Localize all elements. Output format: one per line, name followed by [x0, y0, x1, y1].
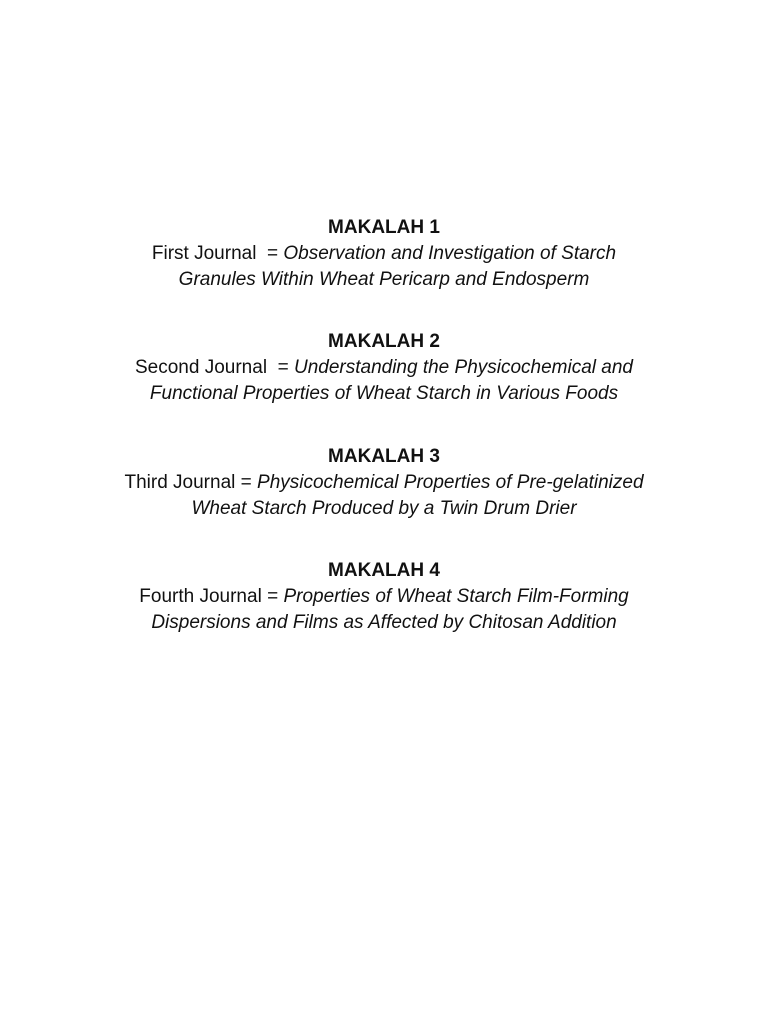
- entry-label: Second Journal =: [135, 357, 294, 378]
- entry-title-part-2: Wheat Starch Produced by a Twin Drum Drier: [191, 498, 577, 519]
- entry-line-1: [0, 241, 768, 267]
- entry-title-part-1: Physicochemical Properties of Pre-gelatinized: [257, 472, 644, 493]
- entry-heading: MAKALAH 4: [328, 560, 440, 581]
- entry-title-part-1: Observation and Investigation of Starch: [283, 243, 617, 264]
- entry-title-part-1: Properties of Wheat Starch Film-Forming: [283, 586, 629, 607]
- entry-label: Third Journal =: [124, 472, 258, 493]
- entry-title-part-2: Dispersions and Films as Affected by Chitosan Addition: [151, 612, 617, 633]
- entry-line-1: [0, 470, 768, 496]
- entry-line-1: [0, 355, 768, 381]
- entry-title-part-1: Understanding the Physicochemical and: [293, 357, 633, 378]
- journal-entry-1: [0, 215, 768, 293]
- entry-heading: MAKALAH 2: [328, 331, 440, 352]
- entry-title-part-2: Functional Properties of Wheat Starch in Various Foods: [149, 383, 619, 404]
- entry-label: First Journal =: [151, 243, 284, 264]
- journal-entry-2: [0, 329, 768, 407]
- entry-label: Fourth Journal =: [139, 586, 284, 607]
- entry-heading: MAKALAH 3: [328, 446, 440, 467]
- journal-entry-3: [0, 444, 768, 522]
- journal-entry-4: [0, 558, 768, 636]
- entry-title-part-2: Granules Within Wheat Pericarp and Endosperm: [178, 269, 590, 290]
- entry-line-1: [0, 584, 768, 610]
- entry-heading: MAKALAH 1: [328, 217, 440, 238]
